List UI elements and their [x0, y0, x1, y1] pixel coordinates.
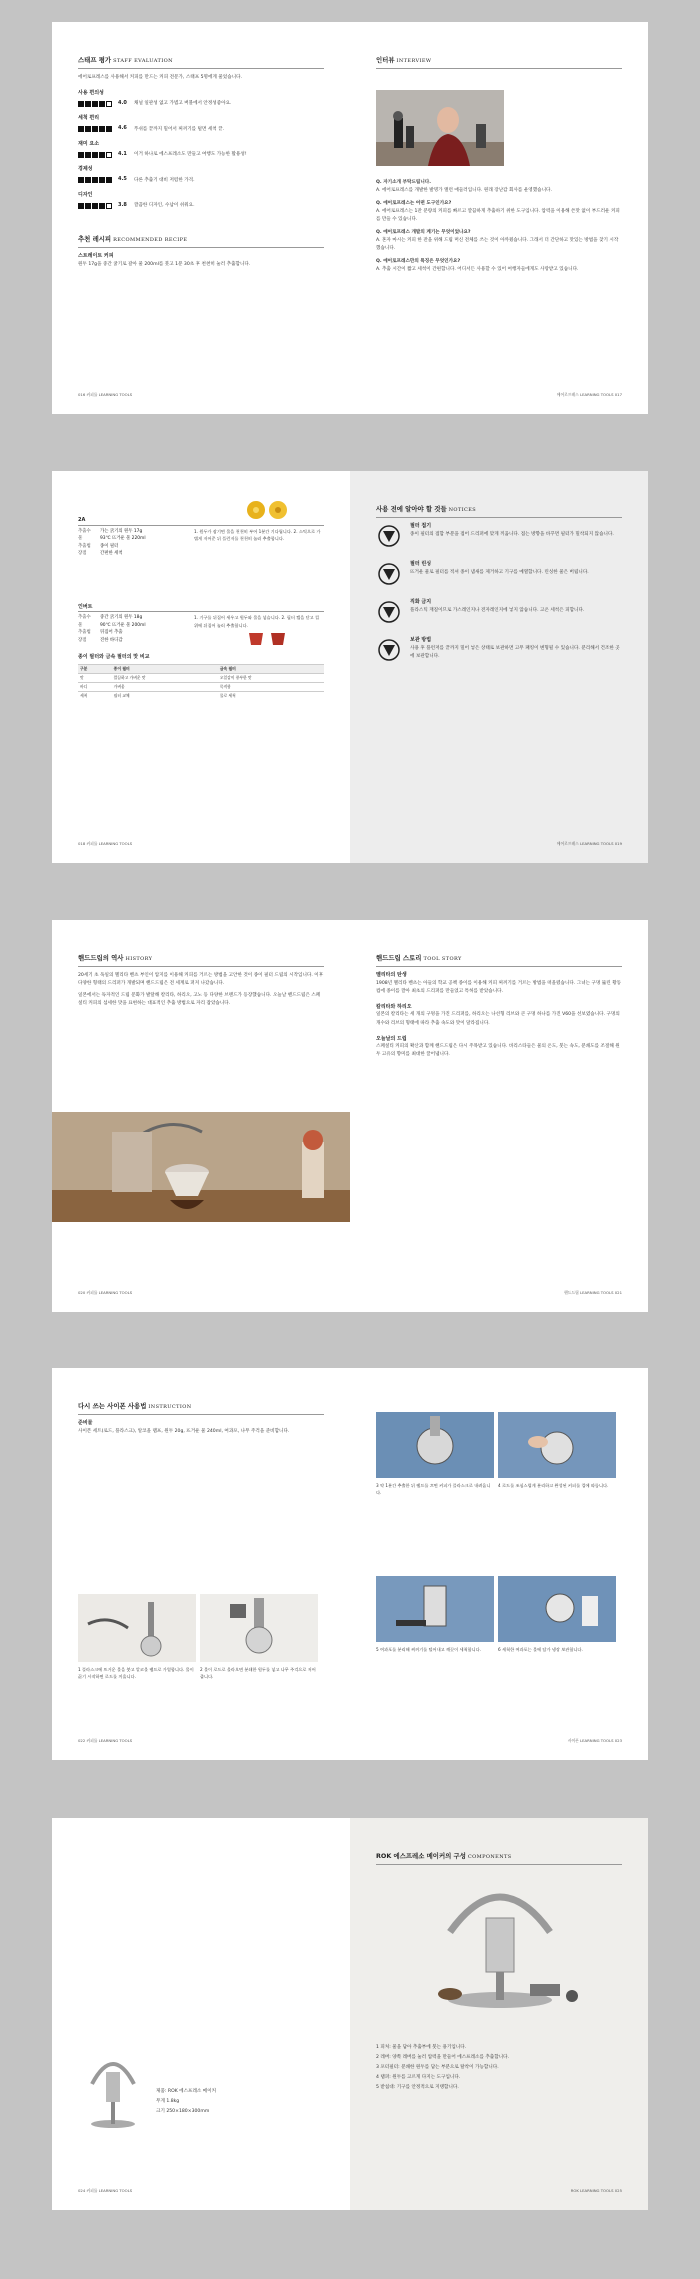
rating-box	[99, 101, 105, 107]
siphon-photo-5	[376, 1576, 494, 1642]
rating-box	[92, 177, 98, 183]
recipe-row	[78, 543, 186, 550]
recipe-value: 뒤집어 추출	[100, 630, 123, 636]
table-cell: 물로 세척	[218, 691, 324, 699]
section-heading: 핸드드립의 역사 HISTORY	[78, 954, 324, 967]
folio: 024 커피를 LEARNING TOOLS	[78, 2188, 133, 2194]
table-header-cell: 종이 필터	[112, 665, 218, 674]
product-info	[156, 2088, 216, 2116]
story-text: 스페셜티 커피의 확산과 함께 핸드드립은 다시 주목받고 있습니다. 바리스타들은 물의 온도, 붓는 속도, 분쇄도를 조절해 원두 고유의 향미를 최대한 끌어냅니다.	[376, 1044, 620, 1058]
notice-text: 종이 필터의 접합 부분을 접어 드리퍼에 맞게 끼웁니다. 접는 방향을 바꾸면 필터가 밀착되지 않습니다.	[410, 531, 614, 537]
story-title: 멜리타의 탄생	[376, 971, 407, 978]
section-a-title: 2A	[78, 517, 324, 526]
component-item: 2 레버: 양쪽 레버를 눌러 압력을 만들어 에스프레소를 추출합니다.	[376, 2055, 509, 2061]
interview-answer: A. 추출 시간이 짧고 세척이 간편합니다. 어디서든 사용할 수 있어 여행자들에게도 사랑받고 있습니다.	[376, 267, 579, 273]
pour-over-photo	[52, 1112, 350, 1222]
rating-box	[92, 152, 98, 158]
section-heading: 핸드드립 스토리 TOOL STORY	[376, 954, 622, 967]
prep-text: 사이폰 세트(로드, 플라스크), 알코올 램프, 원두 20g, 뜨거운 물 240ml, 여과포, 나무 주걱을 준비합니다.	[78, 1428, 290, 1434]
qa-list	[376, 174, 622, 274]
recipe-key: 물	[78, 536, 83, 542]
folio: 018 커피를 LEARNING TOOLS	[78, 841, 133, 847]
rating-box	[92, 101, 98, 107]
rating-box	[78, 203, 84, 209]
siphon-photo-4	[498, 1412, 616, 1478]
rating-label: 세척 편리	[78, 115, 100, 122]
recipe-text: 원두 17g을 중간 굵기로 갈아 물 200ml를 붓고 1분 30초 후 천천히 눌러 추출합니다.	[78, 262, 251, 268]
recipe-key: 추출법	[78, 630, 91, 636]
caption-4: 4 로드를 조심스럽게 분리하고 완성된 커피를 컵에 따릅니다.	[498, 1483, 609, 1488]
folio: 핸드드립 LEARNING TOOLS 021	[564, 1290, 622, 1296]
no-fire-icon	[376, 599, 402, 625]
section-heading: 사용 전에 알아야 할 것들 NOTICES	[376, 505, 622, 518]
rating-box	[78, 126, 84, 132]
rating-box	[106, 203, 112, 209]
section-b-title: 인버트	[78, 604, 324, 613]
caption-6: 6 세척한 여과포는 물에 담가 냉장 보관합니다.	[498, 1647, 583, 1652]
notice-body	[410, 637, 622, 663]
rating-row	[78, 100, 324, 108]
rating-box	[99, 203, 105, 209]
recipe-key: 추출수	[78, 615, 91, 621]
components-list	[376, 2042, 622, 2092]
component-item: 5 받침대: 기구를 안정적으로 지탱합니다.	[376, 2085, 459, 2091]
page-siphon-1	[52, 1368, 350, 1760]
table-cell: 바디	[78, 682, 112, 691]
rating-label: 재미 요소	[78, 140, 100, 147]
recipe-value: 간편한 세척	[100, 551, 123, 557]
recipe-key: 장점	[78, 637, 87, 643]
rok-exploded-photo	[390, 1872, 610, 2022]
rating-box	[85, 177, 91, 183]
rating-comment: 채널 일관성 없고 가볍고 버블에서 안정성좋아요.	[134, 101, 232, 107]
rating-label: 경제성	[78, 166, 93, 173]
rating-box	[106, 126, 112, 132]
interview-question: Q. 에어로프레스만의 특징은 무엇인가요?	[376, 259, 461, 265]
rating-box	[99, 126, 105, 132]
table-header-cell: 금속 필터	[218, 665, 324, 674]
rating-row	[78, 202, 324, 210]
product-name: 제품: ROK 에스프레소 메이커	[156, 2089, 217, 2094]
table-row	[78, 682, 324, 691]
rating-boxes	[78, 126, 118, 132]
rating-label: 사용 편의성	[78, 89, 104, 96]
recipe-value: 90℃ 뜨거운 물 200ml	[100, 622, 146, 628]
rating-box	[85, 203, 91, 209]
rating-boxes	[78, 152, 118, 158]
table-row	[78, 691, 324, 699]
prep-title: 준비물	[78, 1419, 93, 1426]
recipe-row	[78, 535, 186, 542]
folio: 에어로프레스 LEARNING TOOLS 019	[556, 841, 622, 847]
notice-title: 필터 접기	[410, 522, 432, 529]
recipe-key: 물	[78, 622, 83, 628]
table-row	[78, 674, 324, 683]
rating-boxes	[78, 101, 118, 107]
recipe-row	[78, 528, 186, 535]
rating-score: 3.8	[118, 201, 127, 208]
page-product	[52, 1818, 350, 2210]
ratings-list	[78, 90, 324, 210]
component-item: 1 피처: 물을 담아 추출부에 붓는 용기입니다.	[376, 2045, 467, 2050]
rating-box	[99, 177, 105, 183]
notice-text: 뜨거운 물로 필터를 적셔 종이 냄새를 제거하고 기구를 예열합니다. 린싱한 물은 버립니다.	[410, 569, 589, 575]
recipe-b-note: 1. 기구를 뒤집어 세우고 원두와 물을 넣습니다. 2. 필터 캡을 닫고 컵 위에 뒤집어 눌러 추출합니다.	[194, 615, 320, 628]
notice-item	[376, 637, 622, 663]
recipe-row	[78, 550, 186, 557]
page-staff-evaluation	[52, 22, 350, 414]
product-weight: 무게 1.8kg	[156, 2099, 180, 2105]
section-heading: ROK 에스프레소 메이커의 구성 COMPONENTS	[376, 1852, 622, 1865]
rating-comment: 다른 추출기 대비 저렴한 가격.	[134, 177, 195, 183]
caption-1: 1 플라스크에 뜨거운 물을 붓고 알코올 램프로 가열합니다. 물이 끓기 시작하면 로드를 끼웁니다.	[78, 1667, 194, 1680]
siphon-photo-6	[498, 1576, 616, 1642]
page-tool-story	[350, 920, 648, 1312]
story-sections	[376, 972, 622, 1059]
siphon-photo-3	[376, 1412, 494, 1478]
filter-rinse-icon	[376, 561, 402, 587]
interview-question: Q. 에어로프레스 개발의 계기는 무엇이었나요?	[376, 230, 471, 236]
interview-question: Q. 자기소개 부탁드립니다.	[376, 180, 431, 185]
recipe-name: 스트레이트 커피	[78, 253, 114, 260]
section-heading: 인터뷰 INTERVIEW	[376, 56, 622, 69]
recipe-value: 가는 굵기의 원두 17g	[100, 528, 143, 534]
rok-thumbnail	[78, 2044, 148, 2140]
rating-boxes	[78, 203, 118, 209]
notice-title: 보관 방법	[410, 636, 432, 643]
yellow-flower-icon	[246, 499, 290, 525]
page-recipes	[52, 471, 350, 863]
rating-row	[78, 151, 324, 159]
rating-comment: 푸쉬를 끝까지 밀어서 찌꺼기를 털면 세척 끝.	[134, 126, 225, 132]
rating-box	[106, 152, 112, 158]
rating-score: 4.0	[118, 99, 127, 106]
recipe-value: 중간 굵기의 원두 18g	[100, 615, 143, 621]
interview-photo	[376, 90, 504, 166]
notice-title: 직화 금지	[410, 598, 432, 605]
section-heading: 스태프 평가 STAFF EVALUATION	[78, 56, 324, 69]
caption-3: 3 약 1분간 추출한 뒤 램프를 끄면 커피가 플라스크로 내려옵니다.	[376, 1483, 491, 1496]
rating-row	[78, 176, 324, 184]
recipe-a-note: 1. 원두가 잠기면 물을 천천히 부어 1분간 기다립니다. 2. 스틱으로 가볍게 저어준 뒤 플런저를 천천히 눌러 추출합니다.	[194, 528, 321, 542]
recipe-key: 장점	[78, 551, 87, 557]
interview-answer: A. 에어로프레스는 1잔 분량의 커피를 빠르고 깔끔하게 추출하기 위한 도구입니다. 압력을 이용해 쓴맛 없이 부드러운 커피를 만들 수 있습니다.	[376, 209, 620, 223]
recipe-value: 93℃ 뜨거운 물 220ml	[100, 536, 146, 542]
table-cell: 오일감이 풍부한 맛	[218, 674, 324, 683]
spread-components	[52, 1818, 648, 2210]
rating-box	[99, 152, 105, 158]
table-cell: 깔끔하고 가벼운 맛	[112, 674, 218, 683]
table-cell: 가벼움	[112, 682, 218, 691]
recipe-key: 추출법	[78, 543, 91, 549]
rating-box	[106, 177, 112, 183]
section-heading: 다시 쓰는 사이폰 사용법 INSTRUCTION	[78, 1402, 324, 1415]
rating-comment: 깔끔한 디자인, 수납이 쉬워요.	[134, 203, 195, 209]
notice-body	[410, 523, 622, 549]
component-item: 4 탬퍼: 원두를 고르게 다지는 도구입니다.	[376, 2075, 461, 2081]
intro-text: 에어로프레스를 사용해서 커피를 만드는 커피 전문가, 스태프 5명에게 물었습니다.	[78, 74, 242, 80]
siphon-photo-2	[200, 1594, 318, 1662]
folio: ROK LEARNING TOOLS 025	[570, 2188, 622, 2194]
notice-title: 필터 린싱	[410, 560, 432, 567]
story-text: 1908년 멜리타 벤츠는 아들의 학교 공책 종이를 이용해 커피 찌꺼기를 거르는 방법을 떠올렸습니다. 그녀는 구멍 뚫린 황동 컵에 종이를 깔아 최초의 드리퍼를 만들었고 특허를 받았습니다.	[376, 980, 622, 994]
story-text: 일본의 칼리타는 세 개의 구멍을 가진 드리퍼를, 하리오는 나선형 리브와 큰 구멍 하나를 가진 V60을 선보였습니다. 구멍의 개수와 리브의 형태에 따라 추출 속도와 맛이 달라집니다.	[376, 1012, 620, 1026]
rating-row	[78, 125, 324, 133]
folio: 020 커피를 LEARNING TOOLS	[78, 1290, 133, 1296]
recipe-value: 종이 필터	[100, 543, 119, 549]
rating-box	[78, 152, 84, 158]
recipe-key: 추출수	[78, 528, 91, 534]
spread-siphon	[52, 1368, 648, 1760]
siphon-photo-1	[78, 1594, 196, 1662]
page-components	[350, 1818, 648, 2210]
filter-fold-icon	[376, 523, 402, 549]
interview-answer: A. 혼자 마시는 커피 한 잔을 위해 드립 머신 전체를 쓰는 것이 아까웠습니다. 그래서 더 간단하고 맛있는 방법을 찾기 시작했습니다.	[376, 238, 619, 252]
rating-score: 4.1	[118, 150, 127, 157]
notice-item	[376, 523, 622, 549]
page-interview	[350, 22, 648, 414]
rating-box	[78, 177, 84, 183]
rating-box	[92, 203, 98, 209]
folio: 016 커피를 LEARNING TOOLS	[78, 392, 133, 398]
recipe-value: 진한 바디감	[100, 637, 123, 643]
notice-body	[410, 599, 622, 625]
table-cell: 묵직함	[218, 682, 324, 691]
recommend-heading: 추천 레시피 RECOMMENDED RECIPE	[78, 235, 324, 248]
story-title: 칼리타와 하리오	[376, 1003, 412, 1010]
rating-box	[85, 101, 91, 107]
storage-icon	[376, 637, 402, 663]
folio: 사이폰 LEARNING TOOLS 023	[567, 1738, 622, 1744]
table-header-row	[78, 665, 324, 674]
spread-history	[52, 920, 648, 1312]
interview-question: Q. 에어로프레스는 어떤 도구인가요?	[376, 201, 452, 207]
rating-comment: 이거 하나로 에스프레소도 만들고 여행도 가능한 활용성!	[134, 152, 247, 158]
rating-box	[85, 126, 91, 132]
table-header-cell: 구분	[78, 665, 112, 674]
recipe-row	[78, 637, 186, 644]
notices-list	[376, 523, 622, 663]
spread-staff-evaluation	[52, 22, 648, 414]
rating-label: 디자인	[78, 191, 93, 198]
recipe-a-table	[78, 528, 186, 558]
recipe-row	[78, 614, 186, 621]
table-cell: 세척	[78, 691, 112, 699]
component-item: 3 포터필터: 분쇄한 원두를 담는 부분으로 탈착이 가능합니다.	[376, 2065, 499, 2071]
rating-box	[106, 101, 112, 107]
spread-notices	[52, 471, 648, 863]
story-title: 오늘날의 드립	[376, 1035, 407, 1042]
interview-answer: A. 에어로프레스를 개발한 발명가 앨런 애들러입니다. 원래 장난감 회사를 운영했습니다.	[376, 188, 552, 194]
notice-text: 사용 후 플런저를 끝까지 밀어 넣은 상태로 보관하면 고무 패킹이 변형될 수 있습니다. 분리해서 건조한 곳에 보관합니다.	[410, 645, 620, 659]
table-cell: 맛	[78, 674, 112, 683]
rating-box	[85, 152, 91, 158]
notice-text: 플라스틱 재질이므로 가스레인지나 전자레인지에 넣지 않습니다. 고온 세척은 피합니다.	[410, 607, 585, 613]
rating-boxes	[78, 177, 118, 183]
product-size: 크기 250×180×300mm	[156, 2109, 210, 2115]
recipe-row	[78, 629, 186, 636]
table-cell: 필터 교체	[112, 691, 218, 699]
page-notices	[350, 471, 648, 863]
rating-box	[92, 126, 98, 132]
recipe-a	[78, 528, 324, 558]
notice-item	[376, 561, 622, 587]
rating-score: 4.6	[118, 125, 127, 132]
page-siphon-2	[350, 1368, 648, 1760]
recipe-row	[78, 622, 186, 629]
caption-5: 5 여과포를 분리해 찌꺼기를 털어내고 깨끗이 세척합니다.	[376, 1647, 482, 1652]
rating-box	[78, 101, 84, 107]
recipe-b-table	[78, 614, 186, 644]
folio: 022 커피를 LEARNING TOOLS	[78, 1738, 133, 1744]
compare-title: 종이 필터와 금속 필터의 맛 비교	[78, 654, 150, 661]
rating-score: 4.5	[118, 176, 127, 183]
red-cup-icon	[246, 629, 290, 653]
history-para-2: 일본에서는 독자적인 드립 문화가 발달해 칼리타, 하리오, 고노 등 다양한 브랜드가 등장했습니다. 오늘날 핸드드립은 스페셜티 커피의 섬세한 맛을 표현하는 대표적인 추출 방법으로 자리 잡았습니다.	[78, 992, 321, 1007]
notice-item	[376, 599, 622, 625]
compare-table	[78, 664, 324, 700]
history-para-1: 20세기 초 독일의 멜리타 벤츠 부인이 압지를 이용해 커피를 거르는 방법을 고안한 것이 종이 필터 드립의 시작입니다. 이후 다양한 형태의 드리퍼가 개발되며 핸드드립은 전 세계로 퍼져 나갔습니다.	[78, 972, 324, 986]
folio: 에어로프레스 LEARNING TOOLS 017	[556, 392, 622, 398]
caption-2: 2 물이 로드로 올라오면 분쇄한 원두를 넣고 나무 주걱으로 저어 줍니다.	[200, 1667, 316, 1680]
notice-body	[410, 561, 622, 587]
